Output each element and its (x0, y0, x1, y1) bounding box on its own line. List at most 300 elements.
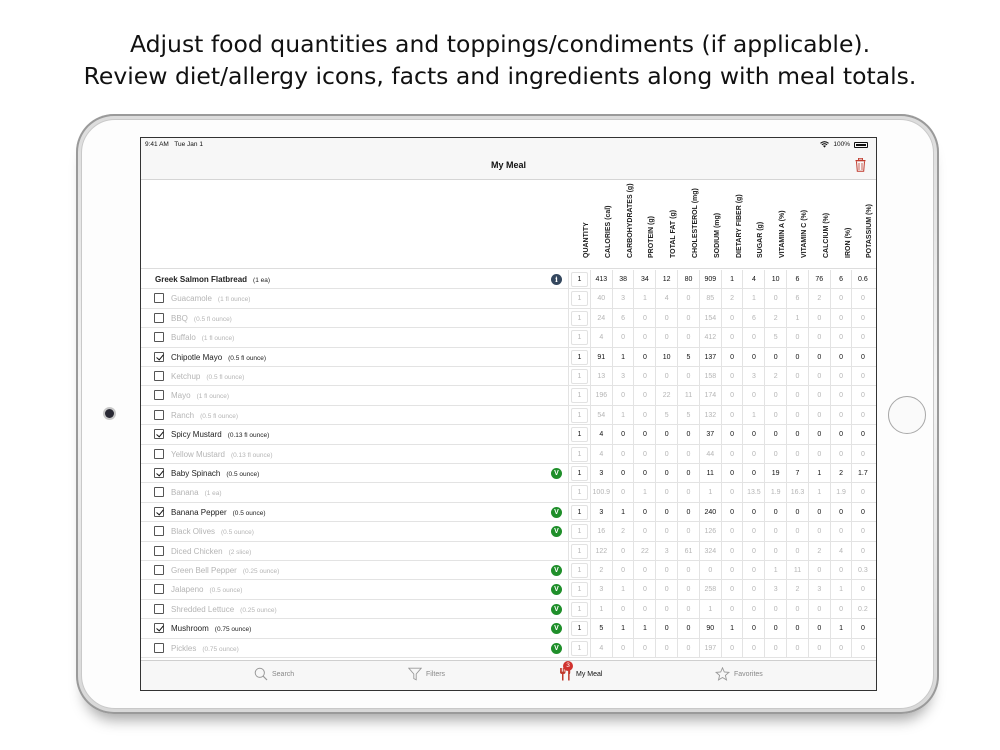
nutrient-value-sodium-mg: 85 (699, 289, 721, 308)
nutrient-value-sugar-g: 6 (742, 309, 764, 328)
nutrient-value-calories-cal: 24 (590, 309, 612, 328)
quantity-field[interactable] (568, 600, 590, 619)
nutrient-value-carbohydrates-g: 3 (612, 367, 634, 386)
quantity-field[interactable] (568, 386, 590, 405)
nutrient-value-vitamin-c: 2 (786, 580, 808, 599)
nutrient-value-protein-g: 0 (633, 367, 655, 386)
checkbox-jalapeno[interactable] (154, 584, 164, 594)
nutrient-value-protein-g: 0 (633, 522, 655, 541)
nutrient-value-cholesterol-mg: 0 (677, 425, 699, 444)
nutrient-value-iron: 0 (830, 309, 852, 328)
nutrient-value-total-fat-g: 0 (655, 309, 677, 328)
item-label (171, 314, 232, 323)
nutrient-value-protein-g: 0 (633, 600, 655, 619)
nutrient-value-iron: 0 (830, 406, 852, 425)
item-unit: (1 fl ounce) (217, 296, 251, 304)
item-name: Guacamole (171, 294, 212, 304)
nutrient-value-sugar-g: 0 (742, 561, 764, 580)
quantity-value[interactable]: 1 (571, 350, 588, 365)
nutrient-value-carbohydrates-g: 0 (612, 542, 634, 561)
nutrient-value-vitamin-c: 0 (786, 542, 808, 561)
vegetarian-icon[interactable]: V (551, 643, 562, 654)
nutrient-value-total-fat-g: 22 (655, 386, 677, 405)
column-header-potassium (851, 181, 873, 269)
nutrient-value-protein-g: 22 (633, 542, 655, 561)
nutrient-value-vitamin-a: 1.9 (764, 483, 786, 502)
status-bar (141, 138, 876, 152)
nutrient-value-sodium-mg: 137 (699, 348, 721, 367)
nutrient-value-protein-g: 0 (633, 580, 655, 599)
column-header-label: CHOLESTEROL (mg) (692, 188, 699, 258)
column-header-carbohydrates-g (612, 181, 634, 269)
table-row-baby-spinach (141, 464, 876, 483)
checkbox-pickles[interactable] (154, 643, 164, 653)
tab-filters[interactable] (408, 667, 445, 681)
nutrient-value-iron: 0 (830, 600, 852, 619)
quantity-value[interactable]: 1 (571, 369, 588, 384)
nutrient-value-carbohydrates-g: 0 (612, 445, 634, 464)
nutrient-value-carbohydrates-g: 1 (612, 503, 634, 522)
nutrient-value-calories-cal: 3 (590, 503, 612, 522)
item-label (171, 469, 259, 478)
nutrient-value-cholesterol-mg: 0 (677, 619, 699, 638)
nutrient-value-sodium-mg: 258 (699, 580, 721, 599)
checkbox-yellow-mustard[interactable] (154, 449, 164, 459)
nutrient-value-dietary-fiber-g: 0 (721, 522, 743, 541)
nutrient-value-potassium: 0 (851, 522, 873, 541)
item-name: BBQ (171, 313, 188, 323)
nutrient-value-iron: 1 (830, 580, 852, 599)
quantity-field[interactable] (568, 309, 590, 328)
nutrient-value-cholesterol-mg: 5 (677, 406, 699, 425)
vegetarian-icon[interactable]: V (551, 584, 562, 595)
checkbox-spicy-mustard[interactable] (154, 429, 164, 439)
nutrient-value-sodium-mg: 126 (699, 522, 721, 541)
nutrient-value-calcium: 0 (808, 425, 830, 444)
item-label (171, 566, 279, 575)
item-label (171, 372, 244, 381)
nutrient-value-calories-cal: 4 (590, 328, 612, 347)
nutrient-value-calories-cal: 100.9 (590, 483, 612, 502)
nutrient-value-cholesterol-mg: 0 (677, 600, 699, 619)
nutrient-value-calories-cal: 3 (590, 464, 612, 483)
search-icon (254, 667, 268, 681)
nutrient-value-calories-cal: 16 (590, 522, 612, 541)
filter-icon (408, 667, 422, 681)
nutrient-value-sugar-g: 1 (742, 406, 764, 425)
nutrient-value-protein-g: 0 (633, 386, 655, 405)
nutrient-value-vitamin-a: 3 (764, 580, 786, 599)
nutrient-value-dietary-fiber-g: 0 (721, 309, 743, 328)
nutrient-value-carbohydrates-g: 0 (612, 483, 634, 502)
quantity-field[interactable] (568, 367, 590, 386)
nutrient-value-vitamin-a: 19 (764, 464, 786, 483)
quantity-value[interactable]: 1 (571, 272, 588, 287)
checkbox-ketchup[interactable] (154, 371, 164, 381)
nutrient-value-vitamin-c: 0 (786, 386, 808, 405)
nutrient-value-calcium: 0 (808, 619, 830, 638)
quantity-field[interactable] (568, 639, 590, 658)
nutrient-value-dietary-fiber-g: 0 (721, 445, 743, 464)
nutrient-value-cholesterol-mg: 0 (677, 561, 699, 580)
tab-favorites[interactable] (715, 667, 763, 681)
quantity-value[interactable]: 1 (571, 447, 588, 462)
checkbox-mushroom[interactable] (154, 623, 164, 633)
column-header-label: CALORIES (cal) (604, 205, 612, 258)
nutrient-value-sodium-mg: 0 (699, 561, 721, 580)
nutrient-value-calcium: 0 (808, 445, 830, 464)
item-label (171, 411, 238, 420)
item-unit: (0.5 fl ounce) (228, 354, 267, 362)
nutrient-value-vitamin-c: 1 (786, 309, 808, 328)
table-row-ketchup (141, 367, 876, 386)
nutrient-value-carbohydrates-g: 0 (612, 328, 634, 347)
nutrient-value-calcium: 0 (808, 561, 830, 580)
nutrient-value-protein-g: 0 (633, 348, 655, 367)
nutrient-value-vitamin-c: 6 (786, 270, 808, 289)
nutrient-value-vitamin-a: 5 (764, 328, 786, 347)
vegetarian-icon[interactable]: V (551, 604, 562, 615)
item-unit: (0.25 ounce) (242, 568, 280, 575)
nutrient-value-protein-g: 0 (633, 425, 655, 444)
nutrient-value-calories-cal: 4 (590, 425, 612, 444)
quantity-value[interactable]: 1 (571, 388, 588, 403)
nutrient-value-sugar-g: 4 (742, 270, 764, 289)
item-unit: (0.75 ounce) (202, 645, 239, 653)
column-header-vitamin-a (764, 181, 786, 269)
nutrient-value-dietary-fiber-g: 0 (721, 580, 743, 599)
nutrient-value-dietary-fiber-g: 0 (721, 503, 743, 522)
column-header-label: SUGAR (g) (757, 221, 765, 258)
table-row-ranch (141, 406, 876, 425)
nutrient-value-calories-cal: 413 (590, 270, 612, 289)
item-name: Pickles (171, 643, 197, 653)
nutrient-value-calcium: 0 (808, 386, 830, 405)
quantity-value[interactable]: 1 (571, 466, 588, 481)
nutrient-value-vitamin-a: 0 (764, 522, 786, 541)
nutrient-value-total-fat-g: 0 (655, 639, 677, 658)
nutrient-value-sodium-mg: 197 (699, 639, 721, 658)
column-header-label: CARBOHYDRATES (g) (626, 183, 634, 258)
item-name: Buffalo (171, 333, 196, 343)
nutrient-value-calcium: 0 (808, 503, 830, 522)
column-header-label: IRON (%) (844, 227, 852, 258)
nutrient-value-calcium: 76 (808, 270, 830, 289)
item-label (171, 644, 239, 653)
table-row-mayo (141, 386, 876, 405)
nutrient-value-vitamin-c: 0 (786, 503, 808, 522)
column-header-label: VITAMIN A (%) (779, 210, 787, 258)
quantity-field[interactable] (568, 522, 590, 541)
checkbox-banana[interactable] (154, 487, 164, 497)
home-button[interactable] (888, 396, 926, 434)
quantity-field[interactable] (568, 464, 590, 483)
nutrient-value-calcium: 0 (808, 522, 830, 541)
nutrient-value-dietary-fiber-g: 0 (721, 328, 743, 347)
nutrient-value-potassium: 0 (851, 619, 873, 638)
nutrient-value-dietary-fiber-g: 1 (721, 270, 743, 289)
quantity-field[interactable] (568, 406, 590, 425)
nutrient-value-sugar-g: 0 (742, 328, 764, 347)
nutrient-value-iron: 0 (830, 386, 852, 405)
nutrient-value-potassium: 0.3 (851, 561, 873, 580)
main-item-unit: (1 ea) (253, 277, 271, 284)
checkbox-ranch[interactable] (154, 410, 164, 420)
nutrient-value-vitamin-c: 0 (786, 348, 808, 367)
nutrient-value-vitamin-a: 0 (764, 406, 786, 425)
nutrient-value-sugar-g: 13.5 (742, 483, 764, 502)
quantity-field[interactable] (568, 348, 590, 367)
nutrient-value-dietary-fiber-g: 1 (721, 619, 743, 638)
nutrient-value-sugar-g: 0 (742, 503, 764, 522)
nutrient-value-cholesterol-mg: 0 (677, 309, 699, 328)
nutrient-value-protein-g: 0 (633, 445, 655, 464)
item-unit: (0.5 fl ounce) (193, 315, 232, 323)
nutrient-value-vitamin-c: 16.3 (786, 483, 808, 502)
item-unit: (0.5 fl ounce) (206, 374, 245, 381)
checkbox-baby-spinach[interactable] (154, 468, 164, 478)
nutrient-value-total-fat-g: 0 (655, 328, 677, 347)
nutrient-value-vitamin-c: 0 (786, 328, 808, 347)
nutrient-value-calcium: 0 (808, 639, 830, 658)
nutrient-value-sugar-g: 0 (742, 425, 764, 444)
nutrient-value-carbohydrates-g: 0 (612, 386, 634, 405)
quantity-field[interactable] (568, 270, 590, 289)
checkbox-bbq[interactable] (154, 313, 164, 323)
column-header-vitamin-c (786, 181, 808, 269)
nutrient-value-iron: 2 (830, 464, 852, 483)
nutrient-value-total-fat-g: 0 (655, 522, 677, 541)
item-name: Black Olives (171, 527, 216, 537)
nutrient-value-vitamin-a: 0 (764, 600, 786, 619)
quantity-value[interactable]: 1 (571, 582, 588, 597)
nutrient-value-sugar-g: 0 (742, 580, 764, 599)
nutrient-value-vitamin-c: 0 (786, 619, 808, 638)
nutrient-value-cholesterol-mg: 0 (677, 464, 699, 483)
quantity-value[interactable]: 1 (571, 641, 588, 656)
nutrient-value-total-fat-g: 10 (655, 348, 677, 367)
nutrient-value-cholesterol-mg: 61 (677, 542, 699, 561)
table-row-bbq (141, 309, 876, 328)
item-name: Mushroom (171, 624, 209, 634)
nutrient-value-total-fat-g: 0 (655, 464, 677, 483)
checkbox-mayo[interactable] (154, 390, 164, 400)
checkbox-diced-chicken[interactable] (154, 546, 164, 556)
nutrient-value-potassium: 0 (851, 639, 873, 658)
nutrient-value-protein-g: 1 (633, 483, 655, 502)
nutrient-value-cholesterol-mg: 0 (677, 639, 699, 658)
nutrient-value-sodium-mg: 1 (699, 483, 721, 502)
nutrient-value-iron: 0 (830, 522, 852, 541)
checkbox-buffalo[interactable] (154, 332, 164, 342)
nutrient-value-vitamin-c: 11 (786, 561, 808, 580)
quantity-field[interactable] (568, 503, 590, 522)
headline (0, 28, 1000, 92)
nutrient-value-vitamin-a: 2 (764, 367, 786, 386)
star-icon (715, 667, 730, 681)
vegetarian-icon[interactable]: V (551, 468, 562, 479)
nutrient-value-total-fat-g: 5 (655, 406, 677, 425)
column-header-label: DIETARY FIBER (g) (735, 194, 743, 258)
nutrient-value-sodium-mg: 132 (699, 406, 721, 425)
quantity-field[interactable] (568, 483, 590, 502)
nutrient-value-vitamin-a: 2 (764, 309, 786, 328)
nutrient-value-iron: 0 (830, 445, 852, 464)
nutrient-value-iron: 1 (830, 619, 852, 638)
column-header-iron (830, 181, 852, 269)
vegetarian-icon[interactable]: V (551, 507, 562, 518)
tab-search[interactable] (254, 667, 294, 681)
item-label (171, 294, 250, 303)
item-label (171, 585, 242, 594)
nutrient-value-total-fat-g: 0 (655, 580, 677, 599)
quantity-value[interactable]: 1 (571, 427, 588, 442)
nutrient-value-potassium: 0 (851, 542, 873, 561)
item-label (171, 527, 254, 536)
table-row-pickles (141, 639, 876, 658)
table-row-jalapeno (141, 580, 876, 599)
battery-icon (854, 142, 868, 148)
table-row-buffalo (141, 328, 876, 347)
item-label (171, 508, 266, 517)
item-name: Diced Chicken (171, 546, 223, 556)
checkbox-shredded-lettuce[interactable] (154, 604, 164, 614)
tab-bar (141, 660, 876, 690)
nutrient-value-calcium: 0 (808, 600, 830, 619)
nutrient-value-total-fat-g: 0 (655, 619, 677, 638)
quantity-field[interactable] (568, 580, 590, 599)
nutrient-value-vitamin-a: 0 (764, 619, 786, 638)
nutrient-value-dietary-fiber-g: 0 (721, 483, 743, 502)
quantity-value[interactable]: 1 (571, 621, 588, 636)
column-header-sugar-g (742, 181, 764, 269)
nutrient-value-sodium-mg: 90 (699, 619, 721, 638)
nutrient-value-carbohydrates-g: 1 (612, 348, 634, 367)
nutrient-value-potassium: 0 (851, 348, 873, 367)
item-name: Spicy Mustard (171, 430, 222, 440)
quantity-value[interactable]: 1 (571, 602, 588, 617)
nutrient-value-vitamin-a: 0 (764, 639, 786, 658)
table-row-main-item (141, 270, 876, 289)
nutrient-value-vitamin-c: 7 (786, 464, 808, 483)
nutrient-value-carbohydrates-g: 38 (612, 270, 634, 289)
nutrient-value-iron: 0 (830, 348, 852, 367)
item-label (171, 430, 269, 439)
nutrient-value-dietary-fiber-g: 0 (721, 386, 743, 405)
nutrient-value-cholesterol-mg: 5 (677, 348, 699, 367)
nutrient-value-cholesterol-mg: 0 (677, 522, 699, 541)
nutrient-value-total-fat-g: 4 (655, 289, 677, 308)
info-icon[interactable]: i (551, 274, 562, 285)
checkbox-chipotle-mayo[interactable] (154, 352, 164, 362)
table-row-diced-chicken (141, 542, 876, 561)
nutrient-value-iron: 0 (830, 503, 852, 522)
nutrient-value-carbohydrates-g: 2 (612, 522, 634, 541)
nutrient-value-sodium-mg: 324 (699, 542, 721, 561)
item-unit: (1 fl ounce) (196, 393, 230, 401)
nutrient-value-sugar-g: 3 (742, 367, 764, 386)
vegetarian-icon[interactable]: V (551, 623, 562, 634)
nutrient-value-calories-cal: 13 (590, 367, 612, 386)
nutrient-value-vitamin-a: 0 (764, 445, 786, 464)
nutrient-value-total-fat-g: 3 (655, 542, 677, 561)
nutrient-value-carbohydrates-g: 1 (612, 619, 634, 638)
quantity-value[interactable]: 1 (571, 485, 588, 500)
quantity-field[interactable] (568, 561, 590, 580)
column-header-label: POTASSIUM (%) (866, 204, 874, 258)
quantity-field[interactable] (568, 289, 590, 308)
item-unit: (0.5 ounce) (226, 471, 260, 478)
nutrient-value-iron: 0 (830, 425, 852, 444)
vegetarian-icon[interactable]: V (551, 565, 562, 576)
nutrient-value-protein-g: 34 (633, 270, 655, 289)
checkbox-black-olives[interactable] (154, 526, 164, 536)
nutrient-value-calcium: 0 (808, 328, 830, 347)
checkbox-green-bell-pepper[interactable] (154, 565, 164, 575)
nutrient-value-cholesterol-mg: 11 (677, 386, 699, 405)
nutrient-value-potassium: 0 (851, 367, 873, 386)
nutrient-value-sodium-mg: 11 (699, 464, 721, 483)
quantity-field[interactable] (568, 328, 590, 347)
camera-icon (105, 409, 114, 418)
nutrient-value-sodium-mg: 412 (699, 328, 721, 347)
nutrient-value-cholesterol-mg: 0 (677, 289, 699, 308)
nutrient-value-sodium-mg: 158 (699, 367, 721, 386)
column-header-dietary-fiber-g (721, 181, 743, 269)
quantity-value[interactable]: 1 (571, 563, 588, 578)
quantity-field[interactable] (568, 425, 590, 444)
quantity-value[interactable]: 1 (571, 408, 588, 423)
checkbox-banana-pepper[interactable] (154, 507, 164, 517)
item-label (171, 605, 277, 614)
nutrient-value-cholesterol-mg: 0 (677, 367, 699, 386)
quantity-value[interactable]: 1 (571, 505, 588, 520)
nutrient-value-cholesterol-mg: 0 (677, 580, 699, 599)
tab-favorites-label: Favorites (734, 670, 763, 678)
quantity-value[interactable]: 1 (571, 291, 588, 306)
nutrient-value-sodium-mg: 240 (699, 503, 721, 522)
nutrient-value-sugar-g: 0 (742, 619, 764, 638)
nutrient-value-potassium: 0 (851, 483, 873, 502)
nutrient-value-sodium-mg: 37 (699, 425, 721, 444)
quantity-field[interactable] (568, 445, 590, 464)
checkbox-guacamole[interactable] (154, 293, 164, 303)
nutrient-value-calcium: 3 (808, 580, 830, 599)
trash-icon[interactable] (855, 158, 866, 172)
nutrient-value-iron: 4 (830, 542, 852, 561)
column-header-label: PROTEIN (g) (648, 216, 656, 258)
nutrient-value-cholesterol-mg: 0 (677, 483, 699, 502)
quantity-field[interactable] (568, 619, 590, 638)
nutrient-value-iron: 6 (830, 270, 852, 289)
nutrient-value-calories-cal: 5 (590, 619, 612, 638)
nutrient-value-protein-g: 0 (633, 328, 655, 347)
nutrient-value-calcium: 1 (808, 483, 830, 502)
nutrient-value-vitamin-a: 0 (764, 348, 786, 367)
nutrient-value-cholesterol-mg: 0 (677, 503, 699, 522)
quantity-value[interactable]: 1 (571, 311, 588, 326)
item-name: Jalapeno (171, 585, 204, 595)
vegetarian-icon[interactable]: V (551, 526, 562, 537)
item-label (171, 450, 273, 459)
quantity-field[interactable] (568, 542, 590, 561)
quantity-value[interactable]: 1 (571, 524, 588, 539)
battery-percent: 100% (833, 141, 850, 148)
quantity-value[interactable]: 1 (571, 544, 588, 559)
tab-my-meal[interactable] (558, 662, 603, 681)
nutrient-value-vitamin-a: 0 (764, 289, 786, 308)
quantity-value[interactable]: 1 (571, 330, 588, 345)
